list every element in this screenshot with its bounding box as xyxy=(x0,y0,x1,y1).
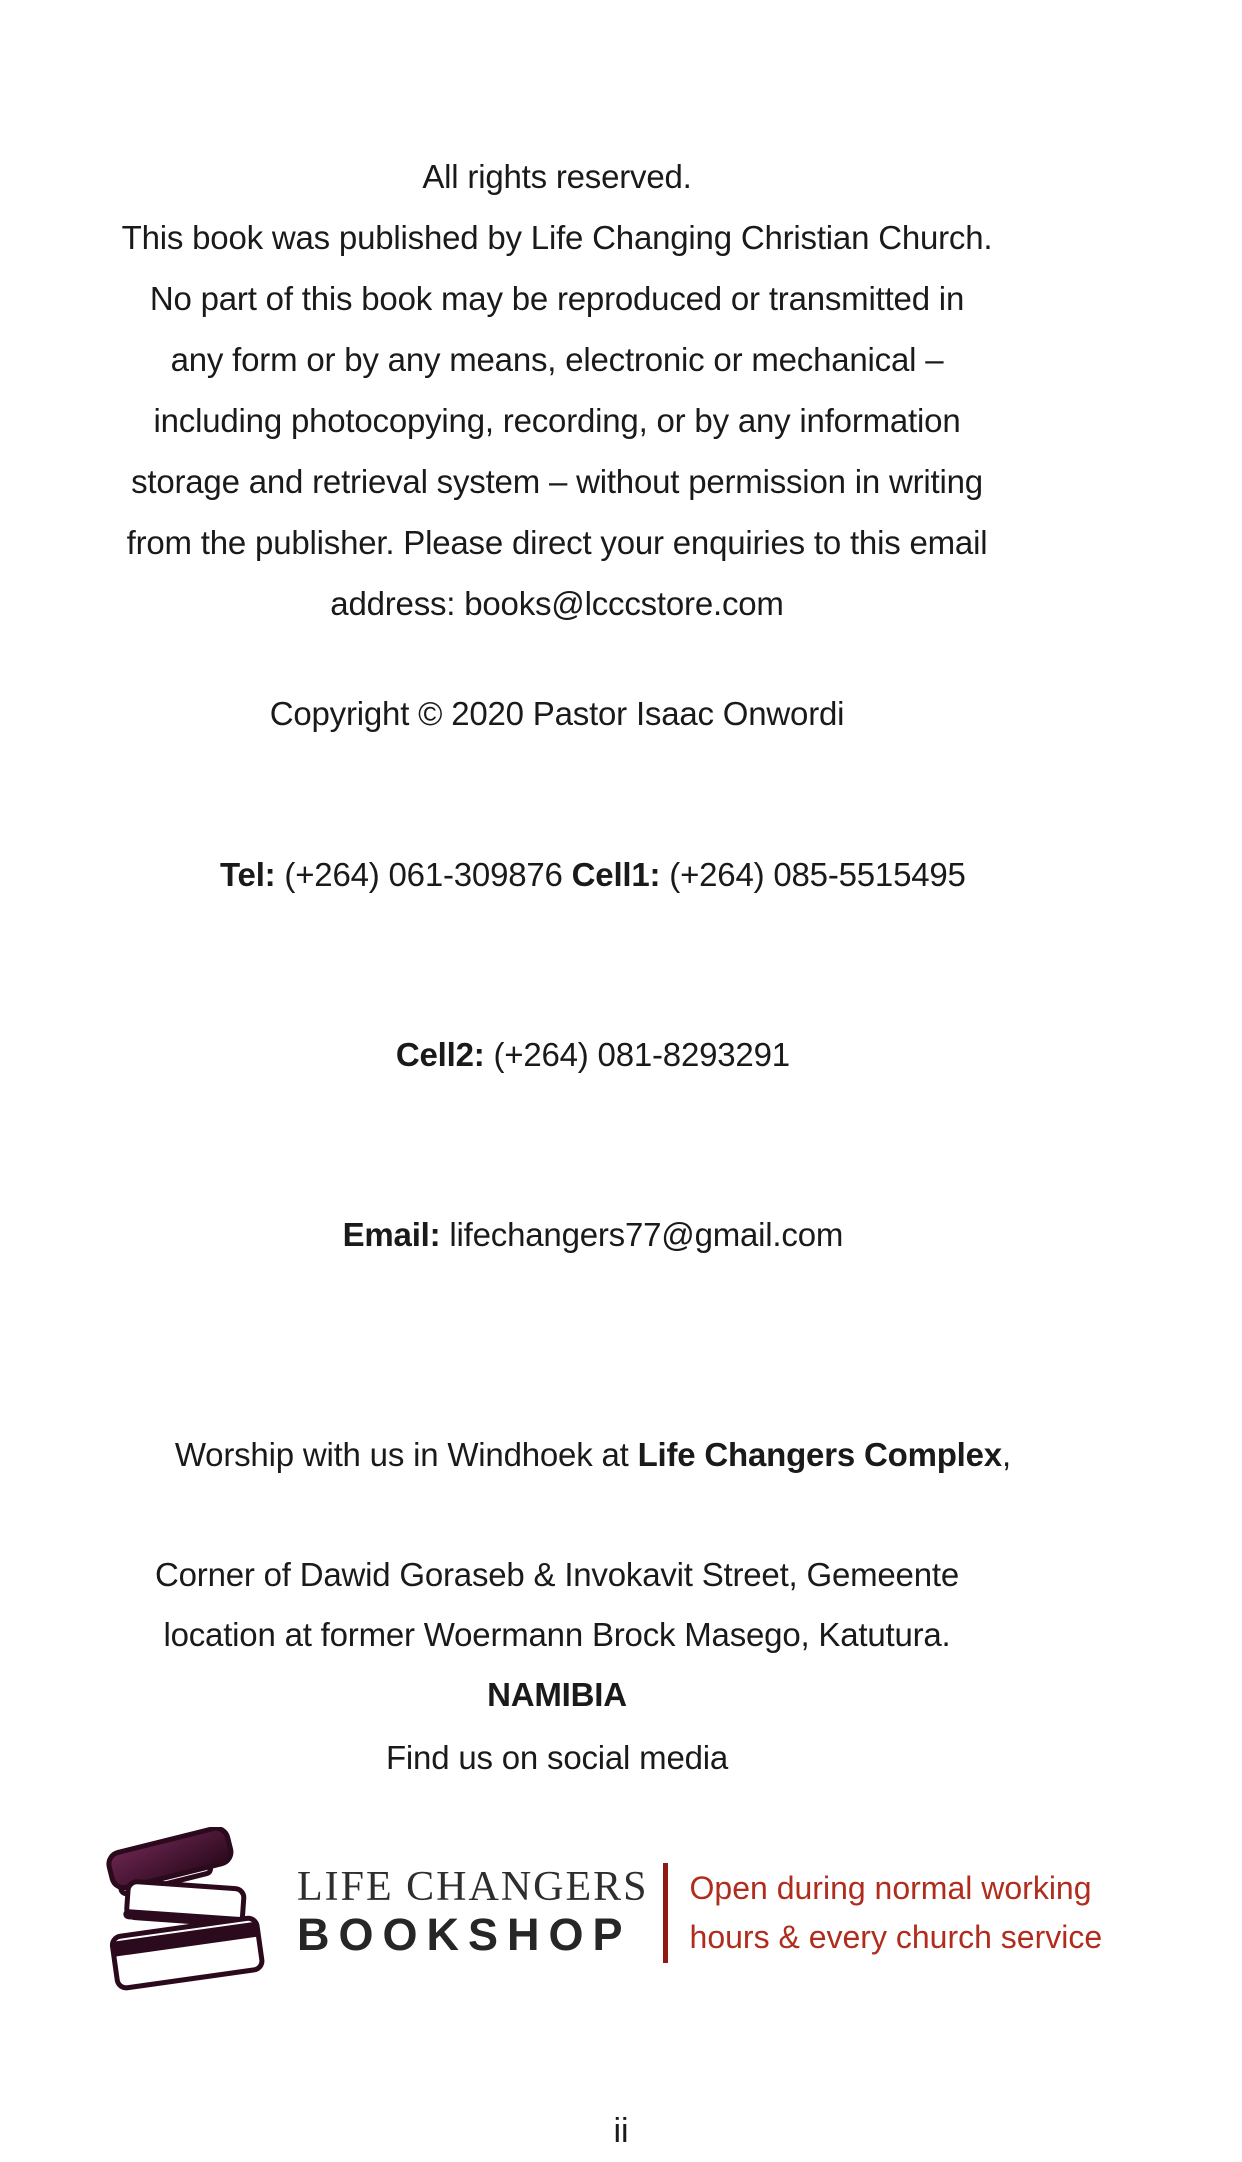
rights-line: any form or by any means, electronic or mechanical – xyxy=(170,341,944,378)
rights-paragraph xyxy=(67,146,1047,634)
phone-line xyxy=(67,785,1047,965)
cell2-label: Cell2: xyxy=(395,1036,485,1073)
tagline-line-1: Open during normal working xyxy=(689,1869,1092,1906)
bookshop-name-bottom: BOOKSHOP xyxy=(297,1909,632,1960)
worship-text-comma: , xyxy=(1001,1436,1011,1473)
cell1-number: (+264) 085-5515495 xyxy=(660,856,966,893)
worship-line-1 xyxy=(67,1365,1047,1545)
social-media-line: Find us on social media xyxy=(385,1739,729,1776)
books-stack-icon xyxy=(103,1827,273,1999)
contact-block xyxy=(67,785,1047,1325)
email-address: lifechangers77@gmail.com xyxy=(440,1216,844,1253)
tel-label: Tel: xyxy=(220,856,276,893)
rights-line: No part of this book may be reproduced or transmitted in xyxy=(149,280,965,317)
bookshop-name-top: LIFE CHANGERS xyxy=(297,1864,649,1910)
logo-divider xyxy=(663,1863,668,1963)
worship-text: Worship with us in Windhoek at xyxy=(174,1436,638,1473)
worship-line-2: Corner of Dawid Goraseb & Invokavit Street, Gemeente xyxy=(155,1556,959,1593)
email-line xyxy=(67,1145,1047,1325)
cell1-label: Cell1: xyxy=(571,856,661,893)
cell2-number: (+264) 081-8293291 xyxy=(484,1036,790,1073)
complex-name: Life Changers Complex xyxy=(637,1436,1002,1473)
rights-line: including photocopying, recording, or by any information xyxy=(153,402,961,439)
middle-book xyxy=(126,1881,244,1925)
bookshop-logo xyxy=(103,1825,1242,2000)
email-label: Email: xyxy=(342,1216,441,1253)
rights-line: This book was published by Life Changing Christian Church. xyxy=(121,219,993,256)
rights-line: storage and retrieval system – without permission in writing xyxy=(131,463,983,500)
copyright-line: Copyright © 2020 Pastor Isaac Onwordi xyxy=(269,695,845,732)
tel-number: (+264) 061-309876 xyxy=(275,856,572,893)
rights-line: All rights reserved. xyxy=(422,158,692,195)
cell2-line xyxy=(67,965,1047,1145)
page-number: ii xyxy=(613,2112,629,2150)
country-name: NAMIBIA xyxy=(487,1676,627,1713)
tagline-line-2: hours & every church service xyxy=(689,1918,1103,1955)
worship-block xyxy=(67,1365,1047,1725)
bookshop-wordmark xyxy=(297,1865,649,1960)
text-column xyxy=(67,146,1047,1788)
rights-line: address: books@lcccstore.com xyxy=(330,585,784,622)
bottom-book xyxy=(111,1917,263,1989)
worship-line-3: location at former Woermann Brock Masego, Katutura. xyxy=(163,1616,951,1653)
rights-line: from the publisher. Please direct your enquiries to this email xyxy=(126,524,988,561)
bookshop-tagline xyxy=(690,1864,1103,1962)
